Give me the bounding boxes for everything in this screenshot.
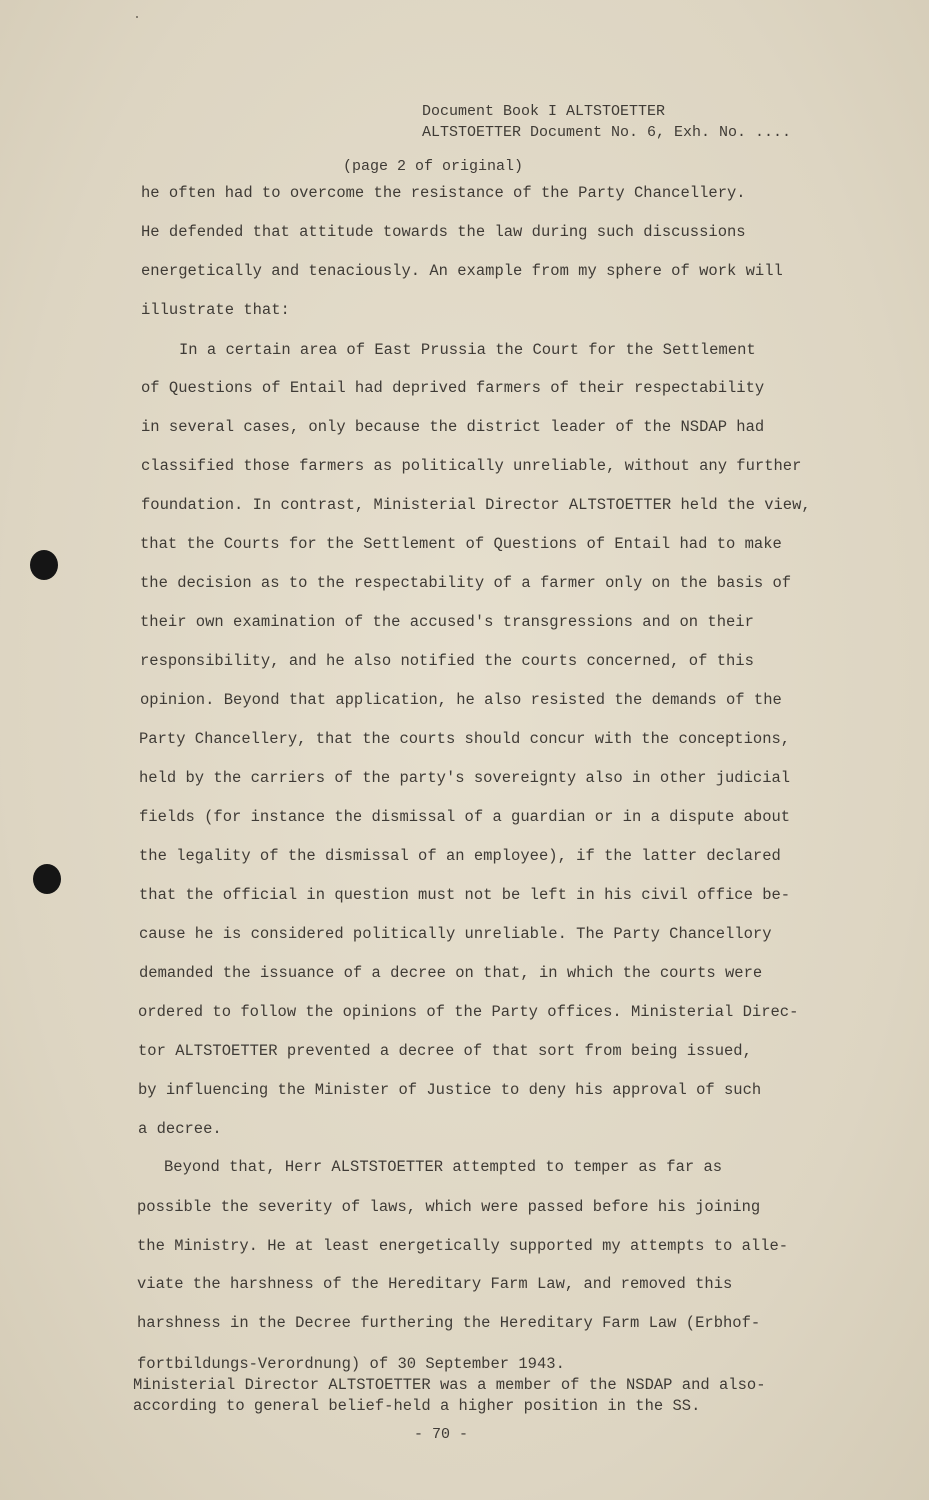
text-line: He defended that attitude towards the law during such discussions xyxy=(141,223,746,241)
text-line: the legality of the dismissal of an employee), if the latter declared xyxy=(139,847,781,865)
text-line: classified those farmers as politically unreliable, without any further xyxy=(141,457,802,475)
text-line: Beyond that, Herr ALSTSTOETTER attempted to temper as far as xyxy=(164,1158,723,1176)
text-line: by influencing the Minister of Justice to deny his approval of such xyxy=(138,1081,762,1099)
text-line: demanded the issuance of a decree on that, in which the courts were xyxy=(139,964,763,982)
text-line: in several cases, only because the district leader of the NSDAP had xyxy=(141,418,765,436)
text-line: he often had to overcome the resistance of the Party Chancellery. xyxy=(141,184,746,202)
text-line: the decision as to the respectability of a farmer only on the basis of xyxy=(140,574,792,592)
text-line: opinion. Beyond that application, he also resisted the demands of the xyxy=(140,691,782,709)
page-number: - 70 - xyxy=(414,1426,469,1443)
text-line: ordered to follow the opinions of the Party offices. Ministerial Direc- xyxy=(138,1003,799,1021)
original-page-reference: (page 2 of original) xyxy=(343,158,524,175)
text-line: possible the severity of laws, which were passed before his joining xyxy=(137,1198,761,1216)
text-line: fortbildungs-Verordnung) of 30 September 1943. xyxy=(137,1355,565,1373)
text-line: responsibility, and he also notified the courts concerned, of this xyxy=(140,652,754,670)
text-line: tor ALTSTOETTER prevented a decree of that sort from being issued, xyxy=(138,1042,752,1060)
text-line: energetically and tenaciously. An example from my sphere of work will xyxy=(141,262,783,280)
text-line: illustrate that: xyxy=(141,301,290,319)
text-line: viate the harshness of the Hereditary Farm Law, and removed this xyxy=(137,1275,733,1293)
text-line: fields (for instance the dismissal of a guardian or in a dispute about xyxy=(139,808,791,826)
header-line-document-number: ALTSTOETTER Document No. 6, Exh. No. .... xyxy=(422,124,792,141)
text-line: that the official in question must not be left in his civil office be- xyxy=(139,886,791,904)
text-line: according to general belief-held a higher position in the SS. xyxy=(133,1397,701,1415)
text-line: cause he is considered politically unreliable. The Party Chancellory xyxy=(139,925,772,943)
text-line: their own examination of the accused's transgressions and on their xyxy=(140,613,754,631)
text-line: foundation. In contrast, Ministerial Director ALTSTOETTER held the view, xyxy=(141,496,811,514)
text-line: the Ministry. He at least energetically supported my attempts to alle- xyxy=(137,1237,789,1255)
header-line-book: Document Book I ALTSTOETTER xyxy=(422,103,666,120)
text-line: harshness in the Decree furthering the Hereditary Farm Law (Erbhof- xyxy=(137,1314,761,1332)
text-line: of Questions of Entail had deprived farmers of their respectability xyxy=(141,379,765,397)
text-line: Ministerial Director ALTSTOETTER was a member of the NSDAP and also- xyxy=(133,1376,766,1394)
text-line: held by the carriers of the party's sovereignty also in other judicial xyxy=(139,769,791,787)
text-line: Party Chancellery, that the courts should concur with the conceptions, xyxy=(139,730,791,748)
text-line: that the Courts for the Settlement of Questions of Entail had to make xyxy=(140,535,782,553)
text-line: a decree. xyxy=(138,1120,222,1138)
text-line: In a certain area of East Prussia the Court for the Settlement xyxy=(179,341,756,359)
